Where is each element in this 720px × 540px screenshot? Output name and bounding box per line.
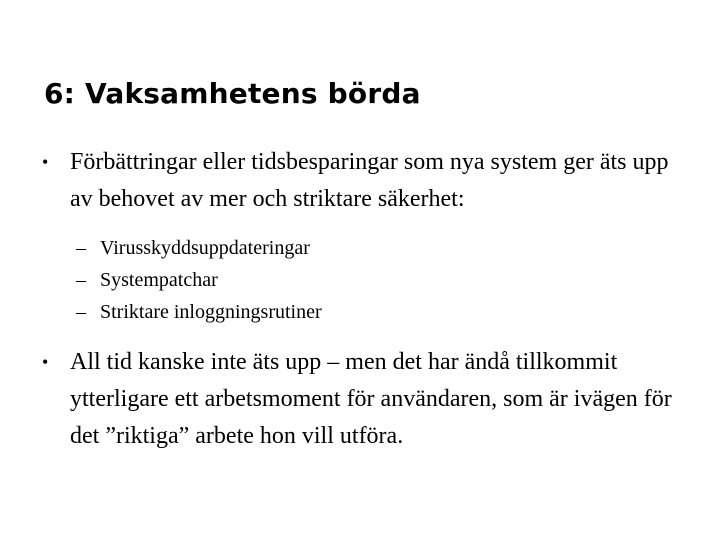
bullet-dot: • bbox=[42, 352, 49, 372]
subitem-3 bbox=[40, 296, 680, 328]
bullet-1-sublist bbox=[40, 232, 680, 328]
subitem-2-text: Systempatchar bbox=[100, 269, 218, 291]
bullet-2 bbox=[40, 344, 680, 455]
sub-dash: – bbox=[76, 237, 86, 259]
subitem-1-text: Virusskyddsuppdateringar bbox=[100, 237, 310, 259]
sub-dash: – bbox=[76, 301, 86, 323]
bullet-2-text: All tid kanske inte äts upp – men det har ändå tillkommit ytterligare ett arbetsmoment för användaren, som är ivägen för det ”riktiga” arbete hon vill utföra. bbox=[70, 349, 672, 449]
subitem-1 bbox=[40, 232, 680, 264]
bullet-dot: • bbox=[42, 152, 49, 172]
bullet-1 bbox=[40, 144, 680, 218]
sub-dash: – bbox=[76, 269, 86, 291]
bullet-1-text: Förbättringar eller tidsbesparingar som nya system ger äts upp av behovet av mer och striktare säkerhet: bbox=[70, 149, 669, 212]
subitem-3-text: Striktare inloggningsrutiner bbox=[100, 301, 322, 323]
subitem-2 bbox=[40, 264, 680, 296]
slide-title: 6: Vaksamhetens börda bbox=[44, 77, 421, 110]
slide-body bbox=[40, 144, 680, 455]
